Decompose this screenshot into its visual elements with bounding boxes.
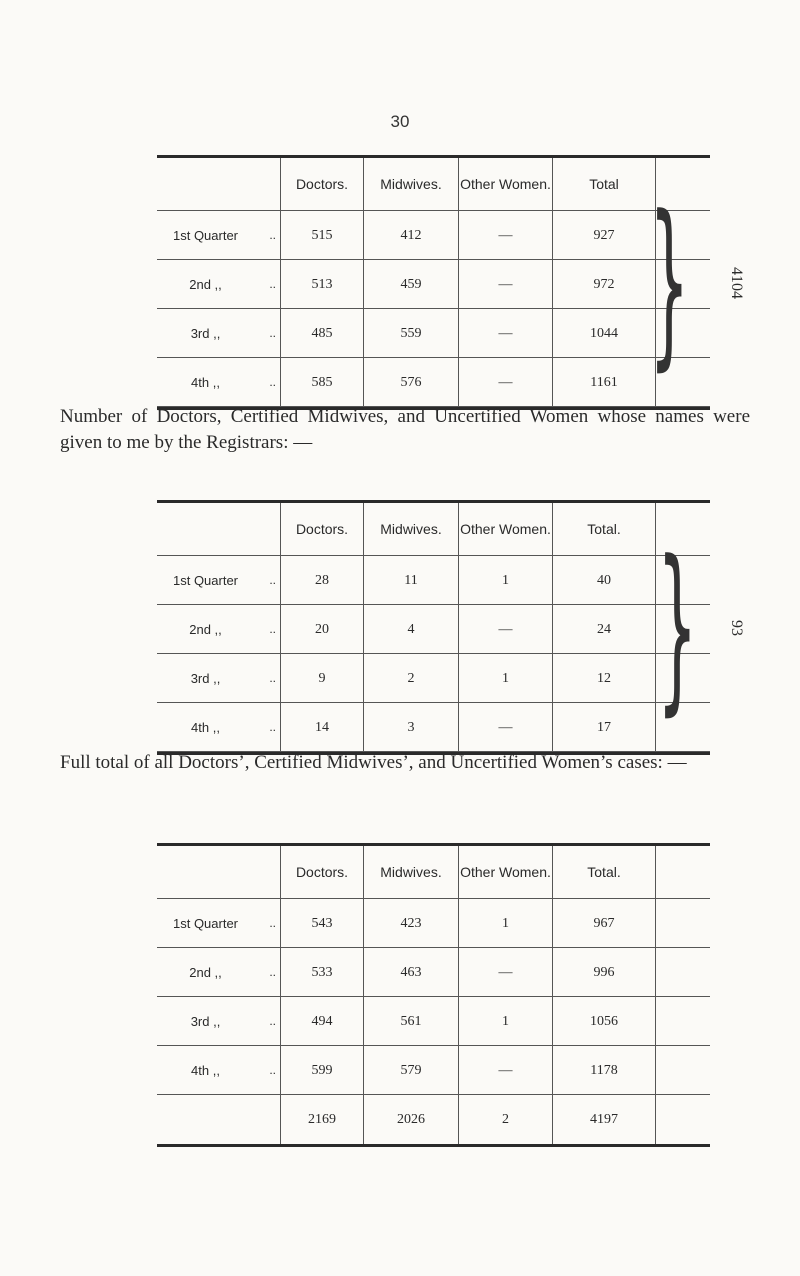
total-value: 24 (552, 605, 655, 653)
other-women-value: — (458, 358, 552, 406)
table-row (157, 260, 710, 309)
other-women-value: — (458, 948, 552, 996)
header-grand-total (655, 503, 710, 555)
doctors-value: 28 (280, 556, 363, 604)
table-header (157, 503, 710, 556)
grand-total-value: 4104 (728, 266, 746, 299)
total-value: 12 (552, 654, 655, 702)
header-blank (157, 503, 280, 555)
table-quarterly-cases (157, 155, 746, 410)
row-label: 2nd ,, .. (189, 964, 276, 980)
other-women-value: — (458, 211, 552, 259)
header-total: Total (552, 158, 655, 210)
page-number: 30 (390, 112, 410, 131)
other-women-value: — (458, 605, 552, 653)
row-label: 3rd ,, .. (190, 325, 276, 341)
header-midwives: Midwives. (363, 503, 458, 555)
total-value: 1056 (552, 997, 655, 1045)
table-full-total (157, 843, 710, 1147)
header-doctors: Doctors. (280, 846, 363, 898)
table-row (157, 997, 710, 1046)
row-label: 2nd ,, .. (189, 276, 276, 292)
doctors-value: 543 (280, 899, 363, 947)
midwives-value: 4 (363, 605, 458, 653)
row-label: 4th ,, .. (191, 1062, 276, 1078)
other-women-value: — (458, 309, 552, 357)
table-row (157, 1046, 710, 1095)
midwives-total: 2026 (363, 1095, 458, 1144)
table-row (157, 654, 710, 703)
table-row (157, 899, 710, 948)
doctors-value: 515 (280, 211, 363, 259)
table-row (157, 948, 710, 997)
header-doctors: Doctors. (280, 503, 363, 555)
grand-total-value: 93 (728, 619, 746, 636)
table-row (157, 703, 710, 752)
table-row (157, 605, 710, 654)
midwives-value: 2 (363, 654, 458, 702)
row-label: 1st Quarter .. (172, 572, 276, 588)
midwives-value: 412 (363, 211, 458, 259)
total-value: 17 (552, 703, 655, 751)
table-header (157, 846, 710, 899)
row-label: 4th ,, .. (191, 374, 276, 390)
table-totals-row (157, 1095, 710, 1144)
doctors-value: 585 (280, 358, 363, 406)
midwives-value: 11 (363, 556, 458, 604)
row-label: 1st Quarter .. (172, 915, 276, 931)
row-label: 2nd ,, .. (189, 621, 276, 637)
total-value: 1044 (552, 309, 655, 357)
header-spacer (655, 846, 710, 898)
row-label: 3rd ,, .. (190, 670, 276, 686)
header-total: Total. (552, 503, 655, 555)
table-row (157, 309, 710, 358)
doctors-value: 14 (280, 703, 363, 751)
doctors-value: 533 (280, 948, 363, 996)
brace-icon: } (656, 522, 698, 732)
table-row (157, 358, 710, 407)
other-women-value: 1 (458, 899, 552, 947)
header-grand-total (655, 158, 710, 210)
header-midwives: Midwives. (363, 158, 458, 210)
total-value: 1161 (552, 358, 655, 406)
total-value: 1178 (552, 1046, 655, 1094)
header-blank (157, 158, 280, 210)
doctors-total: 2169 (280, 1095, 363, 1144)
row-label: 1st Quarter .. (172, 227, 276, 243)
other-women-value: 1 (458, 654, 552, 702)
header-blank (157, 846, 280, 898)
midwives-value: 579 (363, 1046, 458, 1094)
midwives-value: 459 (363, 260, 458, 308)
midwives-value: 3 (363, 703, 458, 751)
total-value: 996 (552, 948, 655, 996)
table-row (157, 556, 710, 605)
header-total: Total. (552, 846, 655, 898)
other-women-value: — (458, 260, 552, 308)
header-doctors: Doctors. (280, 158, 363, 210)
midwives-value: 559 (363, 309, 458, 357)
doctors-value: 20 (280, 605, 363, 653)
midwives-value: 423 (363, 899, 458, 947)
grand-total-value: 4197 (552, 1095, 655, 1144)
other-women-value: 1 (458, 556, 552, 604)
midwives-value: 463 (363, 948, 458, 996)
other-women-value: — (458, 703, 552, 751)
row-label: 3rd ,, .. (190, 1013, 276, 1029)
doctors-value: 494 (280, 997, 363, 1045)
table-header (157, 158, 710, 211)
midwives-value: 576 (363, 358, 458, 406)
row-label: 4th ,, .. (191, 719, 276, 735)
header-other-women: Other Women. (458, 158, 552, 210)
total-value: 967 (552, 899, 655, 947)
doctors-value: 599 (280, 1046, 363, 1094)
doctors-value: 9 (280, 654, 363, 702)
caption-registrars: Number of Doctors, Certified Midwives, and Uncertified Women whose names were given to me by the Registrars: — (60, 406, 750, 453)
midwives-value: 561 (363, 997, 458, 1045)
total-value: 40 (552, 556, 655, 604)
table-row (157, 211, 710, 260)
brace-icon: } (648, 177, 690, 387)
table-registrar-counts (157, 500, 746, 755)
doctors-value: 485 (280, 309, 363, 357)
total-value: 972 (552, 260, 655, 308)
header-other-women: Other Women. (458, 503, 552, 555)
other-women-total: 2 (458, 1095, 552, 1144)
other-women-value: 1 (458, 997, 552, 1045)
header-other-women: Other Women. (458, 846, 552, 898)
header-midwives: Midwives. (363, 846, 458, 898)
total-value: 927 (552, 211, 655, 259)
other-women-value: — (458, 1046, 552, 1094)
caption-full-total: Full total of all Doctors’, Certified Midwives’, and Uncertified Women’s cases: — (60, 752, 687, 773)
doctors-value: 513 (280, 260, 363, 308)
